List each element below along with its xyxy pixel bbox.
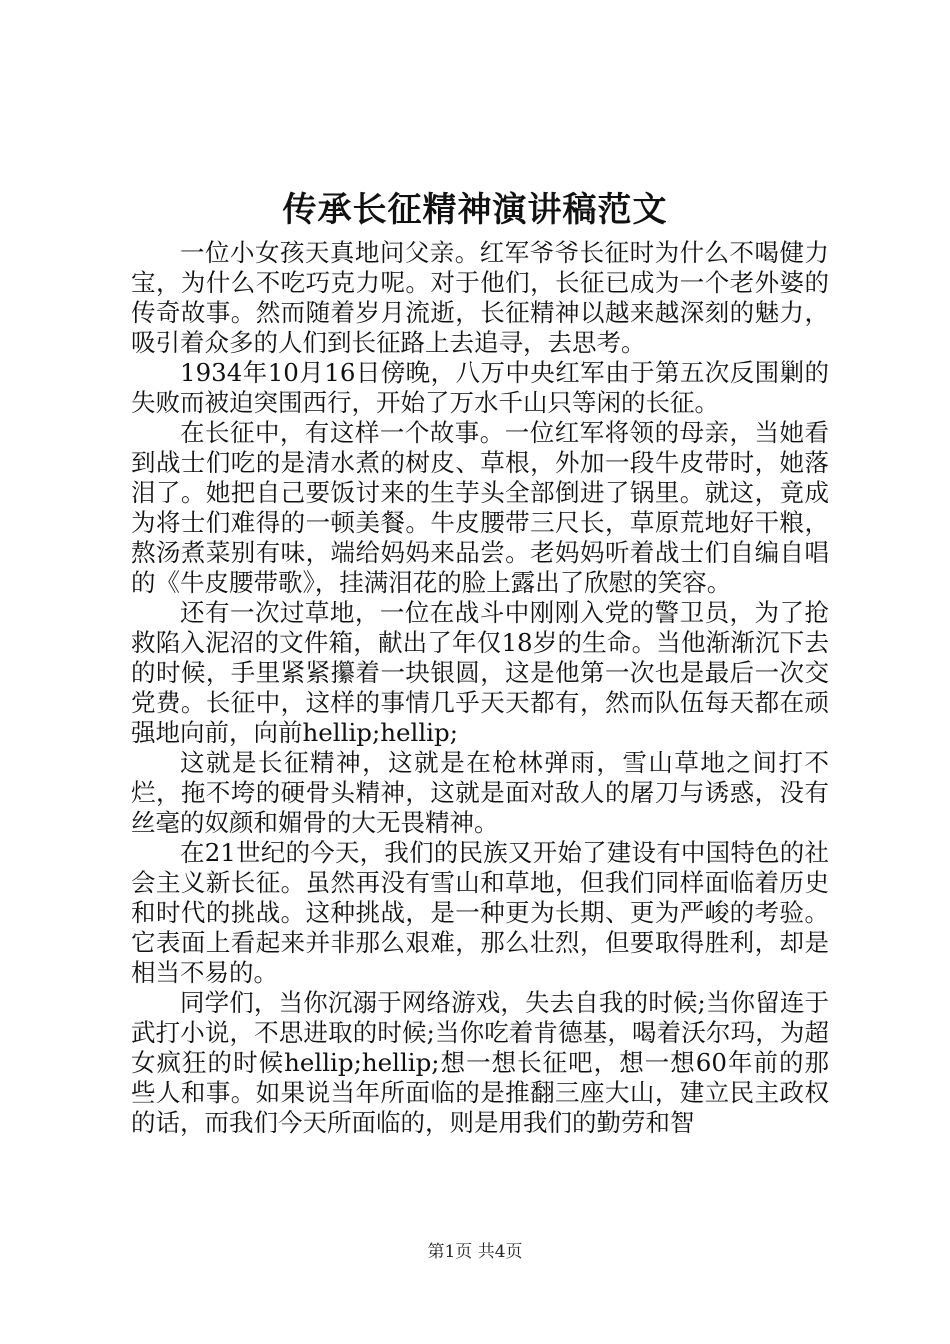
paragraph: 在21世纪的今天，我们的民族又开始了建设有中国特色的社会主义新长征。虽然再没有雪山和草地，但我们同样面临着历史和时代的挑战。这种挑战，是一种更为长期、更为严峻的考验。它表面上看起来并非那么艰难，那么壮烈，但要取得胜利，却是相当不易的。 [131,838,829,987]
paragraph: 在长征中，有这样一个故事。一位红军将领的母亲，当她看到战士们吃的是清水煮的树皮、草根，外加一段牛皮带时，她落泪了。她把自己要饭讨来的生芋头全部倒进了锅里。就这，竟成为将士们难得的一顿美餐。牛皮腰带三尺长，草原荒地好干粮，熬汤煮菜别有味，端给妈妈来品尝。老妈妈听着战士们自编自唱的《牛皮腰带歌》，挂满泪花的脸上露出了欣慰的笑容。 [131,418,829,597]
paragraph: 还有一次过草地，一位在战斗中刚刚入党的警卫员，为了抢救陷入泥沼的文件箱，献出了年仅18岁的生命。当他渐渐沉下去的时候，手里紧紧攥着一块银圆，这是他第一次也是最后一次交党费。长征中，这样的事情几乎天天都有，然而队伍每天都在顽强地向前，向前hellip;hellip; [131,598,829,747]
document-body [131,238,829,1138]
paragraph: 1934年10月16日傍晚，八万中央红军由于第五次反围剿的失败而被迫突围西行，开始了万水千山只等闲的长征。 [131,358,829,417]
paragraph: 这就是长征精神，这就是在枪林弹雨，雪山草地之间打不烂，拖不垮的硬骨头精神，这就是面对敌人的屠刀与诱惑，没有丝毫的奴颜和媚骨的大无畏精神。 [131,748,829,837]
paragraph: 一位小女孩天真地问父亲。红军爷爷长征时为什么不喝健力宝，为什么不吃巧克力呢。对于他们，长征已成为一个老外婆的传奇故事。然而随着岁月流逝，长征精神以越来越深刻的魅力，吸引着众多的人们到长征路上去追寻，去思考。 [131,238,829,357]
document-title: 传承长征精神演讲稿范文 [282,190,668,230]
paragraph: 同学们，当你沉溺于网络游戏，失去自我的时候;当你留连于武打小说，不思进取的时候;当你吃着肯德基，喝着沃尔玛，为超女疯狂的时候hellip;hellip;想一想长征吧，想一想60年前的那些人和事。如果说当年所面临的是推翻三座大山，建立民主政权的话，而我们今天所面临的，则是用我们的勤劳和智 [131,988,829,1137]
page-number-footer: 第1页 共4页 [427,1242,523,1262]
